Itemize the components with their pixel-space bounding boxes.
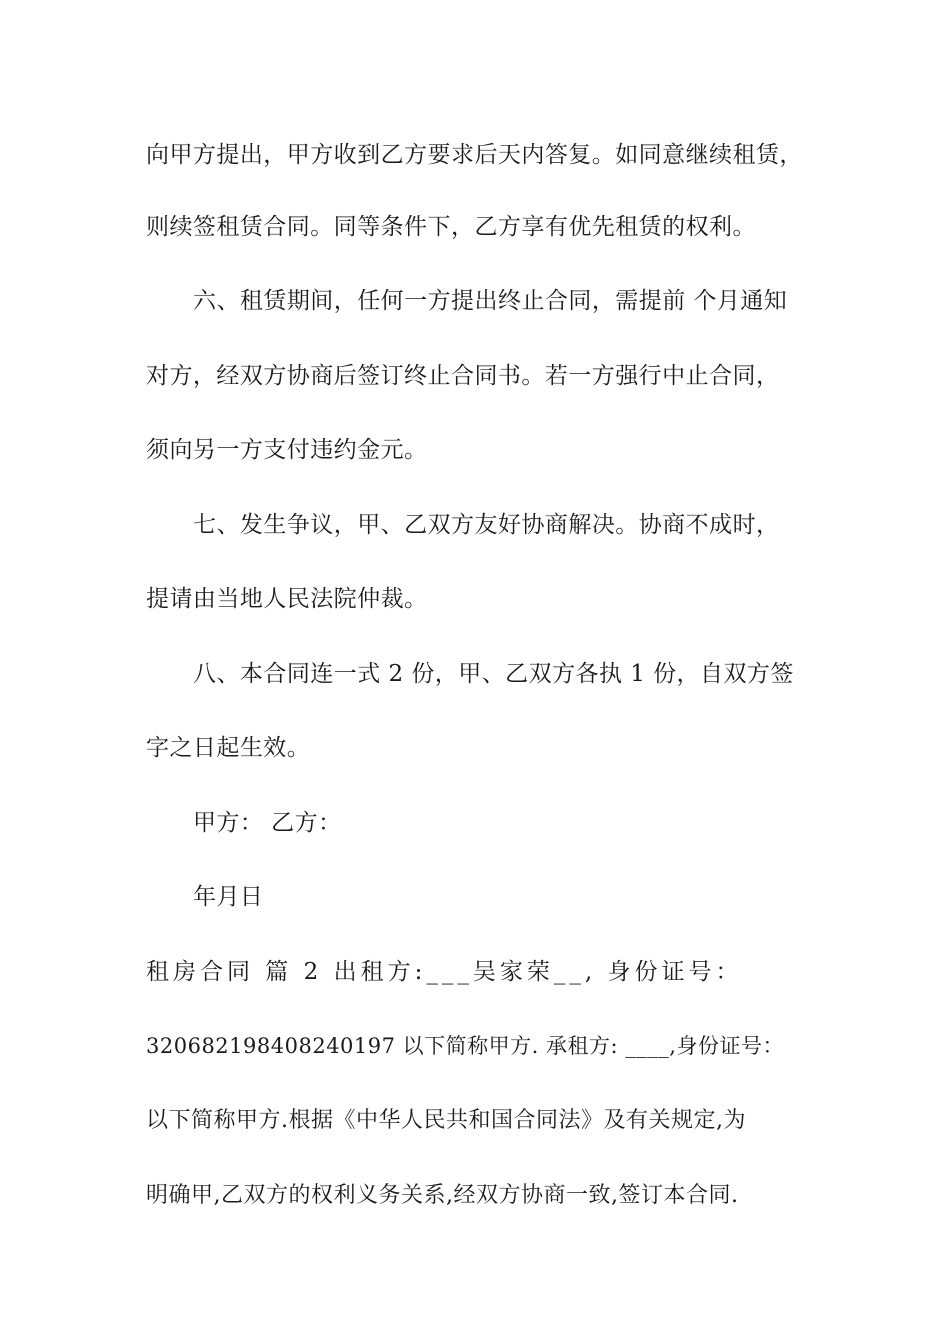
text-line: 明确甲,乙双方的权利义务关系,经双方协商一致,签订本合同. — [146, 1183, 739, 1208]
date-line: 年月日 — [193, 884, 264, 910]
text-line: 八、本合同连一式 2 份，甲、乙双方各执 1 份，自双方签 — [193, 661, 794, 687]
text-line: 对方，经双方协商后签订终止合同书。若一方强行中止合同， — [146, 363, 780, 389]
text-line: 则续签租赁合同。同等条件下，乙方享有优先租赁的权利。 — [146, 214, 756, 240]
signature-line: 甲方： 乙方： — [193, 810, 342, 836]
section-heading-line: 租房合同 篇 2 出租方:___吴家荣__, 身份证号： — [146, 959, 743, 985]
text-line: 字之日起生效。 — [146, 735, 311, 761]
text-line: 320682198408240197 以下简称甲方. 承租方: ____,身份证号： — [146, 1034, 784, 1058]
text-line: 七、发生争议，甲、乙双方友好协商解决。协商不成时， — [193, 512, 780, 538]
text-line: 须向另一方支付违约金元。 — [146, 437, 428, 463]
text-line: 向甲方提出，甲方收到乙方要求后天内答复。如同意继续租赁， — [146, 142, 803, 168]
text-line: 提请由当地人民法院仲裁。 — [146, 586, 428, 612]
text-line: 六、租赁期间，任何一方提出终止合同，需提前 个月通知 — [193, 288, 788, 314]
text-line: 以下简称甲方.根据《中华人民共和国合同法》及有关规定,为 — [146, 1108, 746, 1133]
